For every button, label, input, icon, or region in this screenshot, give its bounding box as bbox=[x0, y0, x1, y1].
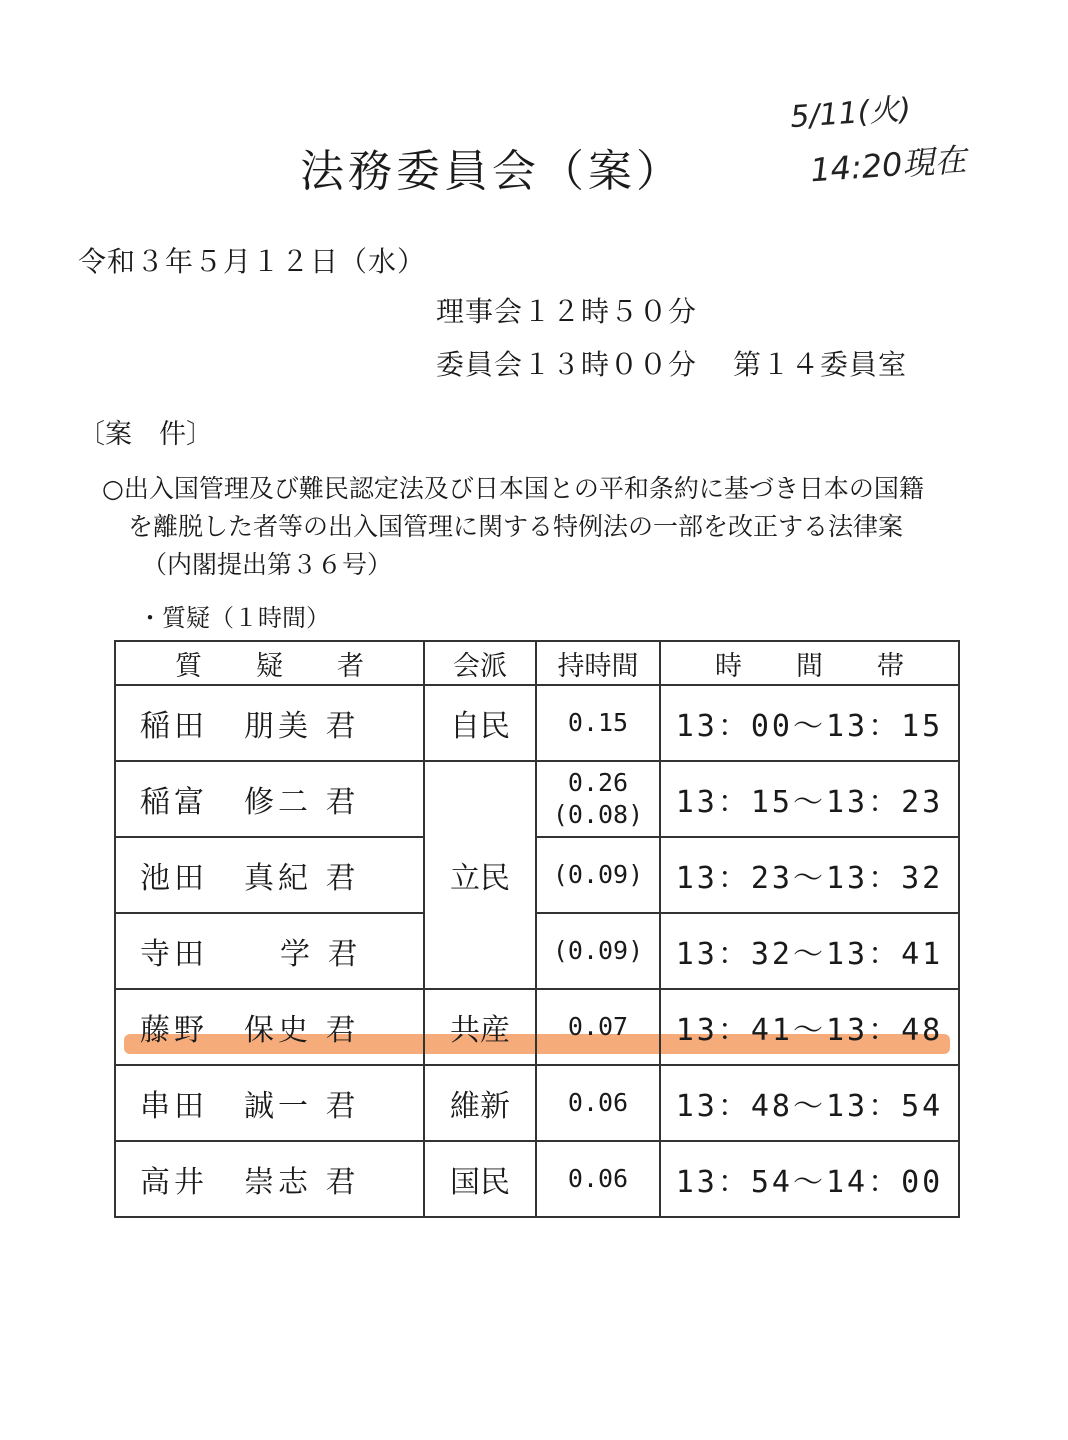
time-slot-cell: 13：48～13：54 bbox=[660, 1065, 959, 1141]
duration-cell: 0.15 bbox=[536, 685, 660, 761]
table-row bbox=[115, 913, 959, 989]
committee-meeting-time: 委員会１３時００分 bbox=[436, 348, 698, 381]
header-slot: 時 間 帯 bbox=[660, 641, 959, 685]
bill-line-3: （内閣提出第３６号） bbox=[142, 550, 393, 579]
time-slot-cell: 13：32～13：41 bbox=[660, 913, 959, 989]
questioner-name: 高井 崇志 君 bbox=[115, 1141, 424, 1217]
time-slot-cell: 13：00～13：15 bbox=[660, 685, 959, 761]
table-row bbox=[115, 1141, 959, 1217]
questioner-name: 寺田 学 君 bbox=[115, 913, 424, 989]
handwritten-time: 14:20現在 bbox=[809, 140, 968, 190]
time-slot-cell: 13：15～13：23 bbox=[660, 761, 959, 837]
duration-cell: 0.26 (0.08) bbox=[536, 761, 660, 837]
table-header-row bbox=[115, 641, 959, 685]
table-row bbox=[115, 1065, 959, 1141]
faction-cell: 国民 bbox=[424, 1141, 536, 1217]
header-duration: 持時間 bbox=[536, 641, 660, 685]
duration-cell: 0.07 bbox=[536, 989, 660, 1065]
meeting-date: 令和３年５月１２日（水） bbox=[78, 245, 427, 278]
questioner-table bbox=[114, 640, 960, 1218]
bill-line-2: を離脱した者等の出入国管理に関する特例法の一部を改正する法律案 bbox=[128, 512, 904, 541]
header-faction: 会派 bbox=[424, 641, 536, 685]
faction-cell: 立民 bbox=[424, 761, 536, 989]
questioning-heading: ・質疑（１時間） bbox=[138, 604, 330, 632]
questioner-name: 串田 誠一 君 bbox=[115, 1065, 424, 1141]
board-meeting-time: 理事会１２時５０分 bbox=[436, 295, 698, 328]
faction-cell: 共産 bbox=[424, 989, 536, 1065]
document-title: 法務委員会（案） bbox=[300, 146, 684, 197]
table-row bbox=[115, 837, 959, 913]
table-row bbox=[115, 989, 959, 1065]
questioner-name: 池田 真紀 君 bbox=[115, 837, 424, 913]
questioner-name: 稲田 朋美 君 bbox=[115, 685, 424, 761]
meeting-room: 第１４委員室 bbox=[733, 348, 908, 381]
questioner-name: 稲富 修二 君 bbox=[115, 761, 424, 837]
faction-cell: 自民 bbox=[424, 685, 536, 761]
time-slot-cell: 13：23～13：32 bbox=[660, 837, 959, 913]
bill-line-1: ○出入国管理及び難民認定法及び日本国との平和条約に基づき日本の国籍 bbox=[102, 474, 924, 503]
faction-cell: 維新 bbox=[424, 1065, 536, 1141]
duration-cell: 0.06 bbox=[536, 1141, 660, 1217]
committee-meeting-line bbox=[436, 343, 907, 383]
time-slot-cell: 13：54～14：00 bbox=[660, 1141, 959, 1217]
handwritten-date: 5/11(火) bbox=[789, 91, 913, 136]
questioner-name: 藤野 保史 君 bbox=[115, 989, 424, 1065]
table-row bbox=[115, 685, 959, 761]
agenda-heading: 〔案 件〕 bbox=[78, 419, 213, 450]
header-questioner: 質 疑 者 bbox=[115, 641, 424, 685]
duration-cell: (0.09) bbox=[536, 913, 660, 989]
time-slot-cell: 13：41～13：48 bbox=[660, 989, 959, 1065]
duration-cell: (0.09) bbox=[536, 837, 660, 913]
table-row bbox=[115, 761, 959, 837]
bill-description bbox=[102, 470, 982, 584]
duration-cell: 0.06 bbox=[536, 1065, 660, 1141]
